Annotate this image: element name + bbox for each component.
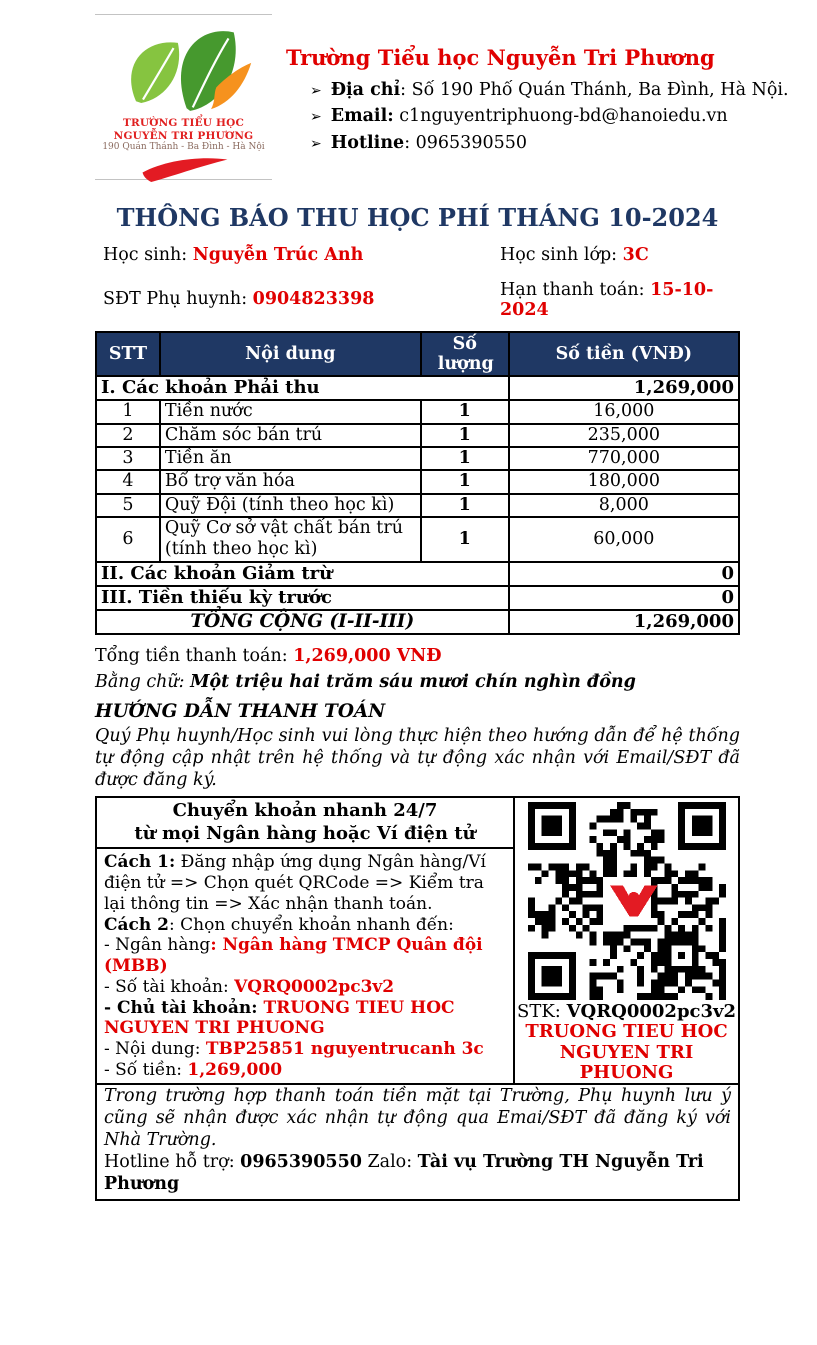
words-value: Một triệu hai trăm sáu mươi chín nghìn đồng [190,671,636,692]
fee-notice-document [95,14,789,1201]
logo-address: 190 Quán Thánh - Ba Đình - Hà Nội [102,142,265,153]
due-value: 15-10-2024 [500,280,714,320]
words-label: Bằng chữ: [95,671,191,692]
content-value: TBP25851 nguyentrucanh 3c [205,1038,484,1059]
account-label: - Số tài khoản: [104,976,235,997]
payment-guide-title: HƯỚNG DẪN THANH TOÁN [95,700,386,722]
holder-line [104,998,506,1039]
method2-line [104,915,506,936]
zalo-value: Tài vụ Trường TH Nguyễn Tri Phương [104,1152,704,1194]
cell-qty: 1 [421,447,509,470]
qr-holder-line2: NGUYEN TRI PHUONG [559,1041,694,1083]
address-value: : Số 190 Phố Quán Thánh, Ba Đình, Hà Nội. [400,80,789,100]
holder-label: - Chủ tài khoản: [104,997,264,1018]
total-payment-value: 1,269,000 VNĐ [293,646,442,667]
school-name: Trường Tiểu học Nguyễn Tri Phương [286,45,715,70]
cell-qty: 1 [421,517,509,562]
qr-code-icon [528,802,726,1000]
section3-label: III. Tiền thiếu kỳ trước [96,586,509,610]
logo-school-name: TRƯỜNG TIỂU HỌC NGUYỄN TRI PHƯƠNG [113,117,254,142]
amount-line [104,1060,506,1081]
contact-list [310,77,789,156]
transfer-header [97,798,515,849]
qr-holder-line1: TRUONG TIEU HOC [525,1021,728,1043]
section2-label: II. Các khoản Giảm trừ [96,562,509,586]
cell-name: Quỹ Đội (tính theo học kì) [160,494,421,517]
summary-block [95,644,740,791]
bank-value: : Ngân hàng TMCP Quân đội (MBB) [104,935,483,977]
bank-line [104,935,506,976]
arrow-bullet-icon: ➢ [310,83,322,99]
student-label: Học sinh: [103,245,193,265]
table-row [96,470,739,493]
header-soluong: Số lượng [421,332,509,376]
header-noidung: Nội dung [160,332,421,376]
cell-stt: 4 [96,470,160,493]
cell-amount: 235,000 [509,424,739,447]
cell-amount: 770,000 [509,447,739,470]
account-value: VQRQ0002pc3v2 [234,976,395,997]
total-label: TỔNG CỘNG (I-II-III) [96,610,509,635]
amount-label: - Số tiền: [104,1059,188,1080]
due-date-row [500,280,748,320]
cell-amount: 60,000 [509,517,739,562]
qr-panel [515,798,738,1083]
qr-account-holder [517,1022,736,1082]
header-sotien: Số tiền (VNĐ) [509,332,739,376]
section1-amount: 1,269,000 [509,376,739,400]
cell-stt: 6 [96,517,160,562]
class-row [500,245,748,265]
payment-footer [97,1083,738,1198]
arrow-bullet-icon: ➢ [310,135,322,152]
holder-value: TRUONG TIEU HOC NGUYEN TRI PHUONG [104,997,455,1039]
method1-label: Cách 1: [104,852,176,873]
cell-stt: 2 [96,424,160,447]
header-contact-block [286,14,789,180]
section1-label: I. Các khoản Phải thu [96,376,509,400]
bank-label: - Ngân hàng [104,935,211,956]
red-swoosh-icon [133,156,237,182]
email-value: c1nguyentriphuong-bd@hanoiedu.vn [393,106,728,127]
phone-label: SĐT Phụ huynh: [103,289,253,309]
contact-email [310,103,789,129]
cell-name: Bổ trợ văn hóa [160,470,421,493]
student-info [95,245,740,320]
zalo-label: Zalo: [361,1152,418,1173]
content-line [104,1039,506,1060]
transfer-header-line1: Chuyển khoản nhanh 24/7 [172,800,438,822]
stk-value: VQRQ0002pc3v2 [566,1001,737,1023]
cell-qty: 1 [421,494,509,517]
table-header-row [96,332,739,376]
payment-guide-text: Quý Phụ huynh/Học sinh vui lòng thực hiện theo hướng dẫn để hệ thống tự động cập nhật trên hệ thống và tự động xác nhận với Email/SĐT đã được đăng ký. [95,726,740,791]
hotline-value: : 0965390550 [404,132,527,153]
stk-line [517,1001,736,1022]
phone-value: 0904823398 [252,289,375,309]
cash-payment-note: Trong trường hợp thanh toán tiền mặt tại Trường, Phụ huynh lưu ý cũng sẽ nhận được xác nhận tự động qua Emai/SĐT đã đăng ký với Nhà Trường. [104,1086,731,1151]
transfer-instructions [97,849,515,1083]
leaf-logo-icon [109,21,259,117]
cell-name: Chăm sóc bán trú [160,424,421,447]
cell-name: Quỹ Cơ sở vật chất bán trú (tính theo học kì) [160,517,421,562]
cell-amount: 180,000 [509,470,739,493]
cell-stt: 3 [96,447,160,470]
stk-label: STK: [517,1001,567,1023]
section-row-1 [96,376,739,400]
section-row-3 [96,586,739,610]
method2-text: : Chọn chuyển khoản nhanh đến: [169,914,454,935]
contact-address [310,77,789,103]
cell-qty: 1 [421,470,509,493]
amount-value: 1,269,000 [187,1059,283,1080]
arrow-bullet-icon: ➢ [310,109,322,126]
email-label: Email: [330,106,394,127]
fee-table [95,331,740,635]
account-line [104,977,506,998]
section-row-2 [96,562,739,586]
content-label: - Nội dung: [104,1038,206,1059]
class-label: Học sinh lớp: [500,245,623,265]
cell-qty: 1 [421,400,509,423]
table-row [96,400,739,423]
cell-amount: 8,000 [509,494,739,517]
table-row [96,424,739,447]
total-payment-label: Tổng tiền thanh toán: [95,646,294,667]
support-hotline-label: Hotline hỗ trợ: [104,1152,241,1173]
hotline-label: Hotline [330,132,405,153]
cell-qty: 1 [421,424,509,447]
section2-amount: 0 [509,562,739,586]
total-amount: 1,269,000 [509,610,739,635]
method2-label: Cách 2 [104,914,170,935]
cell-amount: 16,000 [509,400,739,423]
table-row [96,494,739,517]
school-logo [95,14,272,180]
section3-amount: 0 [509,586,739,610]
amount-in-words-line [95,670,740,696]
method1-line [104,852,506,914]
payment-box [95,796,740,1200]
support-hotline-value: 0965390550 [240,1152,362,1173]
student-name: Nguyễn Trúc Anh [192,245,364,265]
student-name-row [103,245,500,265]
header-stt: STT [96,332,160,376]
table-row [96,447,739,470]
class-value: 3C [622,245,649,265]
phone-row [103,289,500,320]
address-label: Địa chỉ [330,80,401,100]
due-label: Hạn thanh toán: [500,280,651,300]
total-row [96,610,739,635]
cell-name: Tiền nước [160,400,421,423]
cell-stt: 5 [96,494,160,517]
total-payment-line [95,644,740,670]
table-row [96,517,739,562]
method1-text: Đăng nhập ứng dụng Ngân hàng/Ví điện tử => Chọn quét QRCode => Kiểm tra lại thông tin => Xác nhận thanh toán. [104,852,486,914]
cell-name: Tiền ăn [160,447,421,470]
support-line [104,1152,731,1196]
cell-stt: 1 [96,400,160,423]
contact-hotline [310,130,789,156]
notice-title: THÔNG BÁO THU HỌC PHÍ THÁNG 10-2024 [116,203,719,232]
document-header [95,14,789,180]
transfer-header-line2: từ mọi Ngân hàng hoặc Ví điện tử [134,822,476,844]
